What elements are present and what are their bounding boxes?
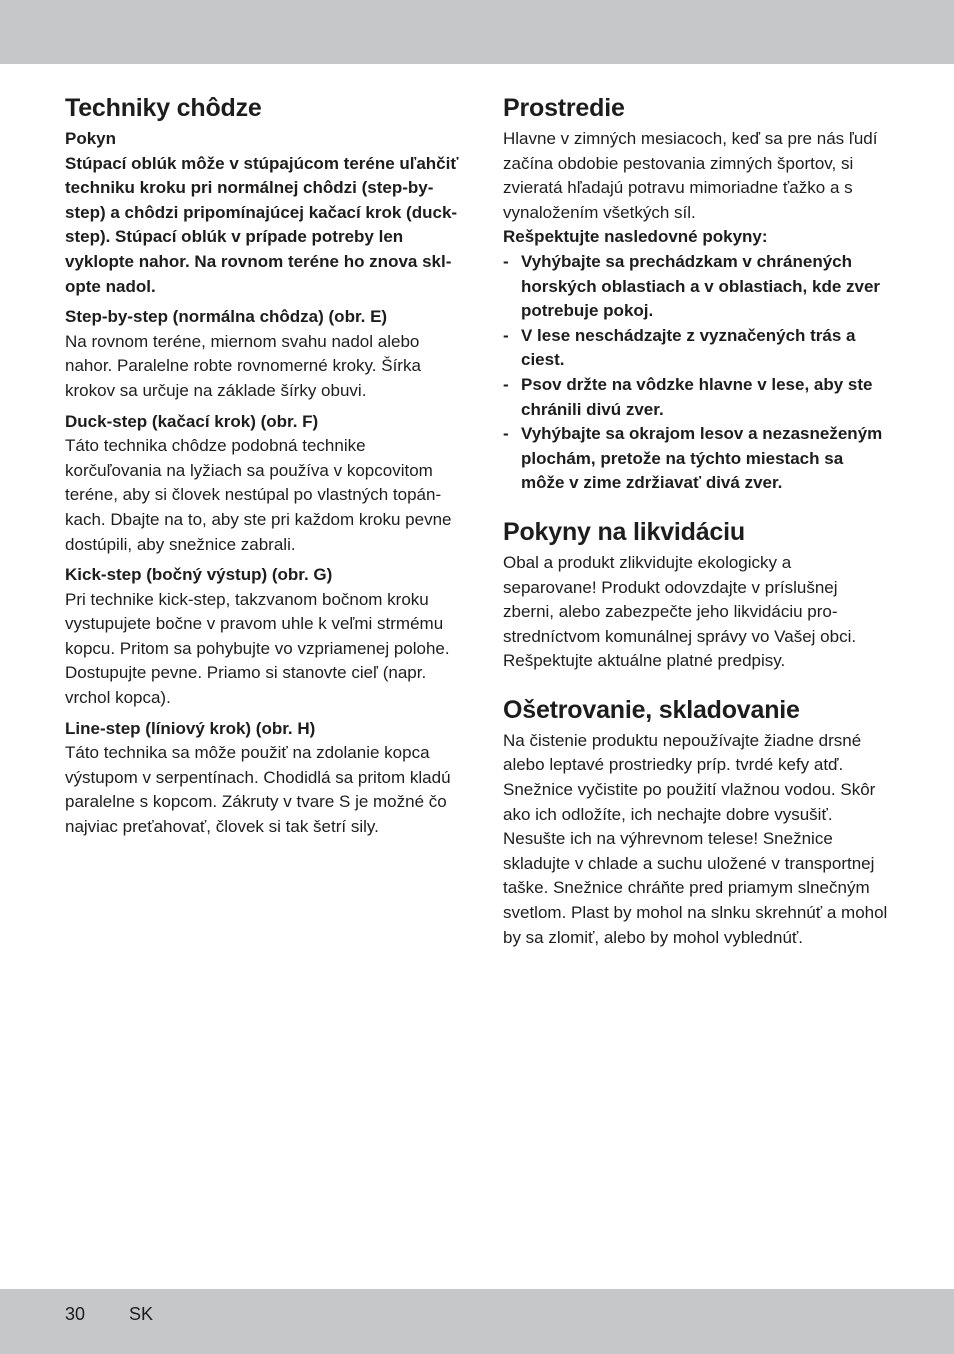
list-item: - V lese neschádzajte z vyznačených trás a ciest. bbox=[503, 325, 856, 370]
environment-text: Hlavne v zimných mesiacoch, keď sa pre nás ľudí začína obdobie pestovania zimných športov, si zvieratá hľadajú potravu mimoriadne ťažko a s vynaložením všetkých síl. bbox=[503, 129, 878, 222]
language-code: SK bbox=[129, 1304, 154, 1324]
list-item: - Vyhýbajte sa prechádzkam v chránených horských oblastiach a v oblastiach, kde zver potrebuje pokoj. bbox=[503, 251, 881, 321]
list-item: - Vyhýbajte sa okrajom lesov a nezasneženým plochám, pretože na týchto miestach sa môže v zime zdržiavať divá zver. bbox=[503, 424, 883, 493]
right-column bbox=[503, 92, 889, 950]
care-storage-text: Na čistenie produktu nepoužívajte žiadne drsné alebo leptavé prostriedky príp. tvrdé kefy atď. Snežnice vyčistite po použití vlažnou vodou. Skôr ako ich odložíte, ich nechajte dobre vysušiť. Nesušte ich na výhrevnom telese! Snežnice skladujte v chlade a suchu uložené v transportnej taške. Snežnice chráňte pred priamym slnečným svetlom. Plast by mohol na slnku skrehnúť a mohol by sa zlomiť, alebo by mohol vyblednúť. bbox=[503, 730, 888, 947]
section-text-duck-step: Táto technika chôdze podobná technike korčuľovania na lyžiach sa používa v kopcovitom teréne, aby si človek nestúpal po vlastných topánkach. Dbajte na to, aby ste pri každom kroku pevne dostúpili, aby snežnice zabrali. bbox=[65, 436, 452, 554]
environment-title: Prostredie bbox=[503, 94, 625, 122]
environment-rules-list bbox=[503, 250, 889, 496]
section-heading-step-by-step: Step-by-step (normálna chôdza) (obr. E) bbox=[65, 307, 388, 327]
section-text-line-step: Táto technika sa môže použiť na zdolanie kopca výstupom v serpentínach. Chodidlá sa pritom kladú paralelne s kopcom. Zákruty v tvare S je možné čo najviac preťahovať, človek si tak šetrí sily. bbox=[65, 743, 451, 837]
section-heading-duck-step: Duck-step (kačací krok) (obr. F) bbox=[65, 411, 319, 431]
note-label: Pokyn bbox=[65, 129, 117, 148]
bullet-marker: - bbox=[503, 325, 509, 345]
disposal-title: Pokyny na likvidáciu bbox=[503, 517, 745, 546]
page-number: 30 bbox=[65, 1304, 86, 1324]
note-text: Stúpací oblúk môže v stúpajúcom teréne uľahčiť techniku kroku pri normálnej chôdzi (step-by-step) a chôdzi pripomínajúcej kačací krok (duck-step). Stúpací oblúk v prípade potreby len vyklopte nahor. Na rovnom teréne ho znova sklopte nadol. bbox=[65, 153, 459, 296]
walking-techniques-title: Techniky chôdze bbox=[65, 94, 262, 122]
section-text-step-by-step: Na rovnom teréne, miernom svahu nadol alebo nahor. Paralelne robte rovnomerné kroky. Šírka krokov sa určuje na základe šírky obuvi. bbox=[65, 331, 421, 400]
header-band bbox=[0, 0, 954, 64]
list-item: - Psov držte na vôdzke hlavne v lese, aby ste chránili divú zver. bbox=[503, 374, 873, 419]
section-text-kick-step: Pri technike kick-step, takzvanom bočnom kroku vystupujete bočne v pravom uhle k veľmi strmému kopcu. Pritom sa pohybujte vo vzpriamenej polohe. Dostupujte pevne. Priamo si stanovte cieľ (napr. vrchol kopca). bbox=[65, 589, 450, 708]
environment-rules-label: Rešpektujte nasledovné pokyny: bbox=[503, 227, 768, 247]
section-heading-line-step: Line-step (líniový krok) (obr. H) bbox=[65, 718, 316, 738]
left-column bbox=[65, 92, 463, 840]
section-heading-kick-step: Kick-step (bočný výstup) (obr. G) bbox=[65, 565, 333, 585]
bullet-marker: - bbox=[503, 374, 509, 394]
care-storage-title: Ošetrovanie, skladovanie bbox=[503, 695, 800, 724]
disposal-text: Obal a produkt zlikvidujte ekologicky a separovane! Produkt odovzdajte v príslušnej zberni, alebo zabezpečte jeho likvidáciu prostredníctvom komunálnej správy vo Vašej obci. Rešpektujte aktuálne platné predpisy. bbox=[503, 552, 857, 671]
bullet-marker: - bbox=[503, 424, 509, 444]
bullet-marker: - bbox=[503, 251, 509, 271]
